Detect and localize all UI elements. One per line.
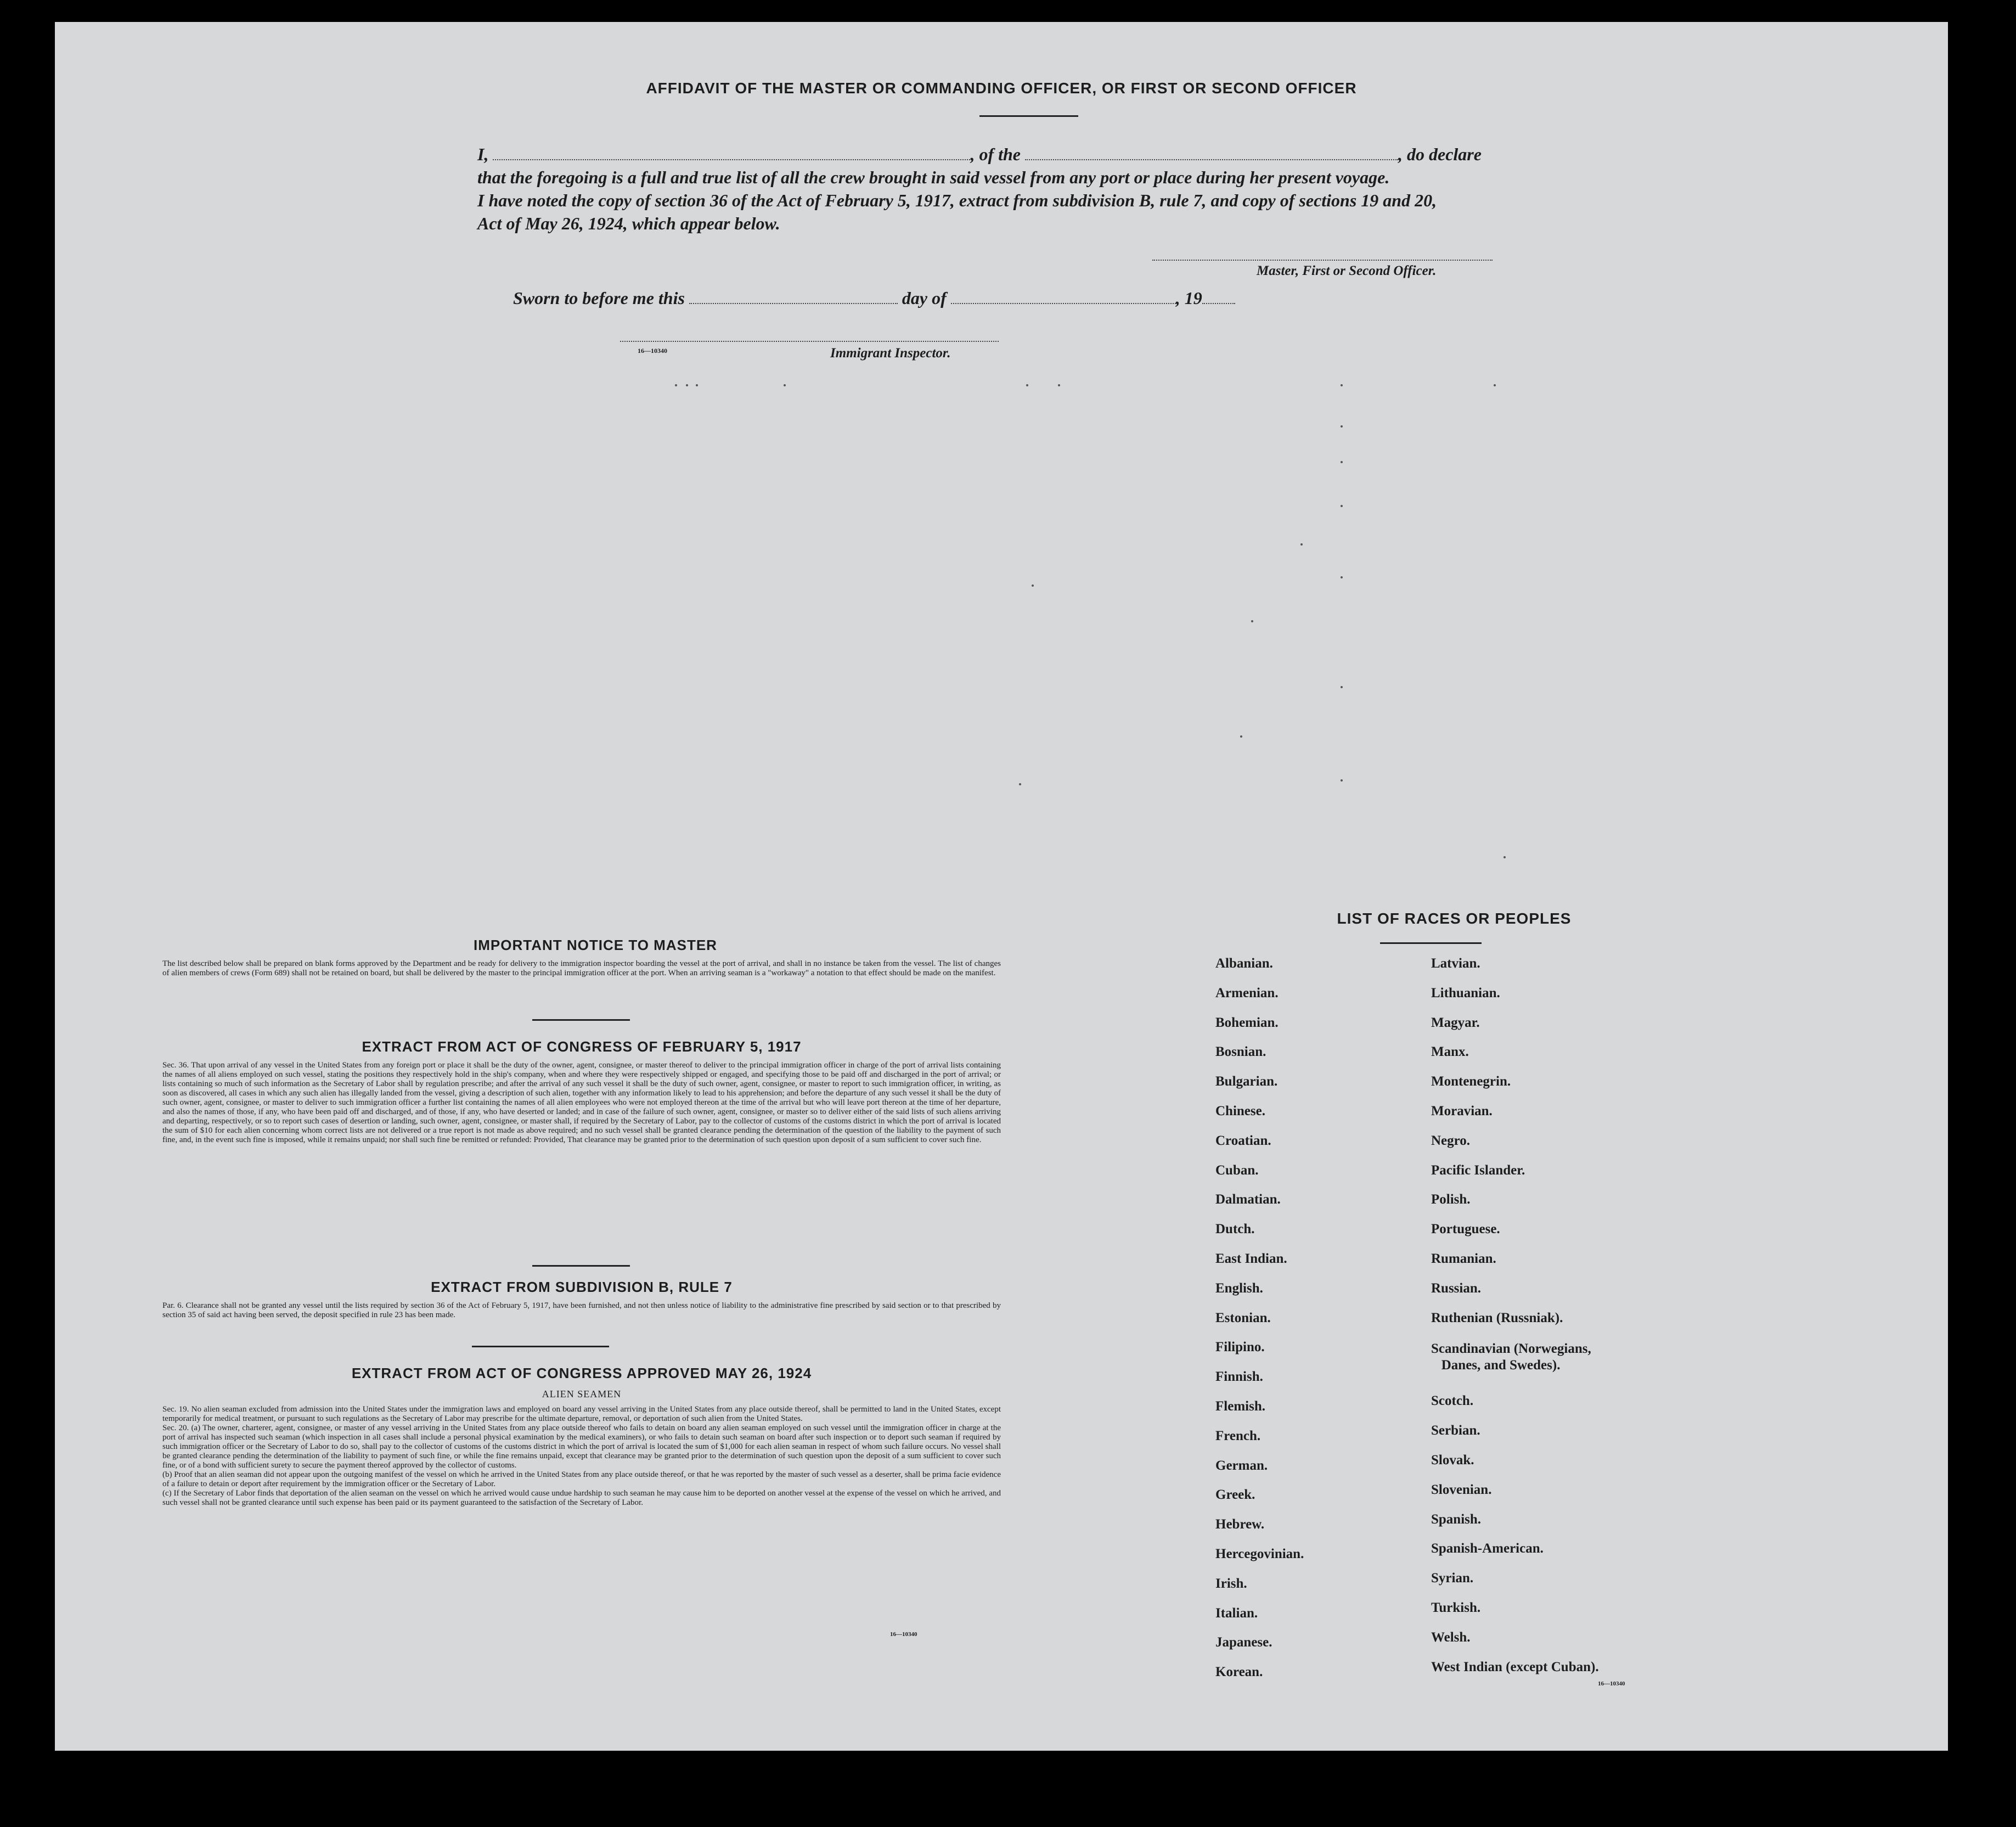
signature-label: Master, First or Second Officer. — [1257, 263, 1437, 278]
race-item: Turkish. — [1431, 1600, 1481, 1615]
i-label: I, — [477, 144, 489, 164]
race-item: French. — [1215, 1428, 1261, 1443]
race-item: Hebrew. — [1215, 1517, 1265, 1532]
scan-speck — [1240, 735, 1242, 738]
race-item: Portuguese. — [1431, 1222, 1500, 1237]
vessel-field[interactable] — [1025, 159, 1398, 160]
race-item: Polish. — [1431, 1192, 1471, 1207]
inspector-signature-field[interactable] — [620, 340, 999, 342]
race-item: Russian. — [1431, 1280, 1482, 1296]
races-title: LIST OF RACES OR PEOPLES — [1337, 910, 1572, 927]
race-item: Greek. — [1215, 1487, 1255, 1503]
sworn-day-field[interactable] — [689, 302, 898, 304]
affidavit-title: AFFIDAVIT OF THE MASTER OR COMMANDING OFFICER, OR FIRST OR SECOND OFFICER — [646, 80, 1357, 97]
race-item: Syrian. — [1431, 1571, 1474, 1586]
race-item: Magyar. — [1431, 1015, 1480, 1030]
race-item: Finnish. — [1215, 1369, 1263, 1385]
race-item: Korean. — [1215, 1665, 1263, 1680]
race-item: Italian. — [1215, 1605, 1258, 1621]
race-item: Bohemian. — [1215, 1015, 1279, 1030]
extract-rule7-text: Par. 6. Clearance shall not be granted any vessel until the lists required by section 36 of the Act of February 5, 1917, have been furnished, and not then unless notice of liability to the administrative fine prescribed by said section or to that prescribed by section 35 of said act having been served, the deposit specified in rule 23 has been made. — [162, 1301, 1001, 1319]
extract-1917-title: EXTRACT FROM ACT OF CONGRESS OF FEBRUARY 5, 1917 — [362, 1038, 802, 1055]
race-item: Flemish. — [1215, 1398, 1265, 1414]
races-right-column — [1431, 956, 1599, 1689]
notice-text: The list described below shall be prepared on blank forms approved by the Department and be ready for delivery to the immigration inspector boarding the vessel at the port of arrival, and shall in no instance be taken from the vessel. The list of changes of alien members of crews (Form 689) shall not be retained on board, but shall be delivered by the master to the principal immigration officer at the port. When an arriving seaman is a "workaway" a notation to that effect should be made on the manifest. — [162, 959, 1001, 977]
race-item: Filipino. — [1215, 1340, 1265, 1355]
race-item: Serbian. — [1431, 1423, 1480, 1438]
scan-speck — [1300, 543, 1303, 546]
race-item: Croatian. — [1215, 1133, 1271, 1148]
section-20c-text: (c) If the Secretary of Labor finds that deportation of the alien seaman on the vessel on which he arrived would cause undue hardship to such seaman he may cause him to be deported on another vessel at the expense of the vessel on which he arrived, and such vessel shall not be granted clearance until such expense has been paid or its payment guaranteed to the satisfaction of the Secretary of Labor. — [162, 1489, 1001, 1507]
document-page — [55, 22, 1948, 1751]
race-item: Scotch. — [1431, 1393, 1474, 1409]
race-item: Spanish. — [1431, 1511, 1482, 1527]
day-of-label: day of — [902, 288, 947, 308]
race-item: East Indian. — [1215, 1251, 1287, 1266]
notice-title: IMPORTANT NOTICE TO MASTER — [474, 937, 717, 953]
race-item: Chinese. — [1215, 1103, 1265, 1118]
extract-form-number: 16—10340 — [890, 1631, 917, 1638]
scan-speck — [1341, 576, 1343, 578]
section-20a-text: Sec. 20. (a) The owner, charterer, agent, consignee, or master of any vessel arriving in the United States from any place outside thereof who fails to detain on board any alien seaman employed on such vessel until the immigration officer in charge at the port of arrival has inspected such seaman (which inspection in all cases shall include a personal physical examination by the medical examiners), or who fails to detain such seaman on board after such inspection or to deport such seaman if required by such immigration officer or the Secretary of Labor to do so, shall pay to the collector of customs of the customs district in which the port of arrival is located the sum of $1,000 for each alien seaman in respect of whom such failure occurs. No vessel shall be granted clearance pending the determination of the liability to payment of such fine, or while the fine remains unpaid, except that clearance may be granted prior to the determination of such question upon the deposit of a sum sufficient to cover such fine, or of a bond with sufficient surety to secure the payment thereof approved by the collector of customs. — [162, 1424, 1001, 1470]
sworn-month-field[interactable] — [951, 302, 1176, 304]
race-item: Montenegrin. — [1431, 1074, 1511, 1089]
affidavit-form-number: 16—10340 — [638, 347, 667, 355]
race-item: Rumanian. — [1431, 1251, 1496, 1266]
scan-speck — [1341, 384, 1343, 386]
scan-speck — [1341, 686, 1343, 688]
race-item: Irish. — [1215, 1576, 1247, 1591]
race-item: Cuban. — [1215, 1162, 1259, 1178]
race-item: Spanish-American. — [1431, 1541, 1544, 1556]
scan-speck — [1341, 461, 1343, 463]
race-item: Negro. — [1431, 1133, 1471, 1148]
affidavit-body-line: that the foregoing is a full and true list of all the crew brought in said vessel from any port or place during her present voyage. — [477, 167, 1390, 187]
extract-rule7-title: EXTRACT FROM SUBDIVISION B, RULE 7 — [431, 1279, 733, 1295]
race-item: Armenian. — [1215, 985, 1279, 1000]
scan-speck — [675, 384, 677, 386]
divider — [532, 1265, 630, 1267]
extract-1924-title: EXTRACT FROM ACT OF CONGRESS APPROVED MAY 26, 1924 — [351, 1365, 812, 1381]
race-item: Japanese. — [1215, 1635, 1272, 1650]
affidavit-body-line: I have noted the copy of section 36 of the Act of February 5, 1917, extract from subdivision B, rule 7, and copy of sections 19 and 20, — [477, 190, 1437, 210]
race-item: Albanian. — [1215, 956, 1273, 971]
race-item: Scandinavian (Norwegians, Danes, and Swedes). — [1431, 1341, 1591, 1373]
scan-speck — [1032, 584, 1034, 587]
scan-speck — [1019, 783, 1021, 785]
race-item: Bulgarian. — [1215, 1074, 1278, 1089]
scan-speck — [784, 384, 786, 386]
divider — [532, 1019, 630, 1021]
race-item: Bosnian. — [1215, 1044, 1266, 1060]
scan-speck — [1494, 384, 1496, 386]
sworn-line — [513, 288, 1235, 308]
race-item: Slovenian. — [1431, 1482, 1492, 1497]
race-item: Welsh. — [1431, 1629, 1471, 1645]
extract-1924-body — [162, 1405, 1001, 1508]
race-item: Ruthenian (Russniak). — [1431, 1310, 1563, 1325]
scan-speck — [1058, 384, 1060, 386]
scan-speck — [686, 384, 688, 386]
scan-speck — [1503, 856, 1506, 858]
race-item: German. — [1215, 1458, 1268, 1473]
races-left-column — [1215, 956, 1304, 1694]
name-field[interactable] — [493, 159, 970, 160]
race-item: Slovak. — [1431, 1452, 1474, 1468]
scan-speck — [1341, 779, 1343, 782]
declare-label: , do declare — [1398, 144, 1482, 164]
scan-speck — [1341, 425, 1343, 428]
declaration-line — [477, 143, 1575, 166]
race-item: Manx. — [1431, 1044, 1469, 1060]
race-item: Lithuanian. — [1431, 985, 1500, 1000]
of-the-label: , of the — [970, 144, 1021, 164]
scan-speck — [1026, 384, 1028, 386]
year-label: , 19 — [1175, 288, 1202, 308]
extract-1917-text: Sec. 36. That upon arrival of any vessel in the United States from any foreign port or place it shall be the duty of the owner, agent, consignee, or master thereof to deliver to the principal immigration officer in charge of the port of arrival lists containing the names of all aliens employed on such vessel, stating the positions they respectively hold in the ship's company, when and where they were respectively shipped or engaged, and specifying those to be paid off and discharged in the port of arrival; or lists containing so much of such information as the Secretary of Labor shall by regulation prescribe; and after the arrival of any such vessel it shall be the duty of such owner, agent, consignee, or master to report to such immigration officer, in writing, as soon as discovered, all cases in which any such alien has illegally landed from the vessel, giving a description of such alien, together with any information likely to lead to his apprehension; and before the departure of any such vessel it shall be the duty of such owner, agent, consignee, or master to deliver to such immigration officer a further list containing the names of all alien employees who were not employed thereon at the time of the arrival but who will leave port thereon at the time of her departure, and also the names of those, if any, who have been paid off and discharged, and of those, if any, who have deserted or landed; and in case of the failure of such owner, agent, consignee, or master so to deliver either of the said lists of such aliens arriving and departing, respectively, or so to report such cases of desertion or landing, such owner, agent, consignee, or master shall, if required by the Secretary of Labor, pay to the collector of customs of the customs district in which the port of arrival is located the sum of $10 for each alien concerning whom correct lists are not delivered or a true report is not made as above required; and no such vessel shall be granted clearance pending the determination of the question of the liability to the payment of such fine, and, in the event such fine is imposed, while it remains unpaid; nor shall such fine be remitted or refunded: Provided, That clearance may be granted prior to the determination of such question upon deposit of a sum sufficient to cover such fine. — [162, 1061, 1001, 1144]
race-item: Latvian. — [1431, 956, 1480, 971]
races-form-number: 16—10340 — [1598, 1680, 1625, 1687]
affidavit-body-line: Act of May 26, 1924, which appear below. — [477, 213, 780, 233]
scan-speck — [1251, 620, 1253, 622]
section-20b-text: (b) Proof that an alien seaman did not appear upon the outgoing manifest of the vessel on which he arrived in the United States from any place outside thereof, or that he was reported by the master of such vessel as a deserter, shall be prima facie evidence of a failure to detain or deport after requirement by the immigration officer or the Secretary of Labor. — [162, 1470, 1001, 1488]
sworn-year-field[interactable] — [1202, 302, 1235, 304]
extract-1924-subtitle: ALIEN SEAMEN — [542, 1388, 622, 1399]
race-item: Hercegovinian. — [1215, 1546, 1304, 1561]
race-item: Dutch. — [1215, 1222, 1255, 1237]
race-item: Dalmatian. — [1215, 1192, 1281, 1207]
race-item: West Indian (except Cuban). — [1431, 1659, 1599, 1674]
sworn-label: Sworn to before me this — [513, 288, 685, 308]
race-item: Pacific Islander. — [1431, 1162, 1525, 1178]
race-item: English. — [1215, 1280, 1263, 1296]
scan-speck — [696, 384, 698, 386]
divider — [472, 1346, 609, 1347]
race-item: Estonian. — [1215, 1310, 1271, 1325]
divider — [979, 115, 1078, 117]
signature-field[interactable] — [1152, 259, 1493, 261]
divider — [1380, 942, 1482, 944]
race-item: Moravian. — [1431, 1103, 1493, 1118]
section-19-text: Sec. 19. No alien seaman excluded from admission into the United States under the immigration laws and employed on board any vessel arriving in the United States from any place outside thereof, shall be permitted to land in the United States, except temporarily for medical treatment, or pursuant to such regulations as the Secretary of Labor may prescribe for the ultimate departure, removal, or deportation of such alien from the United States. — [162, 1405, 1001, 1423]
scan-speck — [1341, 505, 1343, 507]
inspector-label: Immigrant Inspector. — [830, 346, 951, 361]
affidavit-declaration — [477, 143, 1575, 235]
